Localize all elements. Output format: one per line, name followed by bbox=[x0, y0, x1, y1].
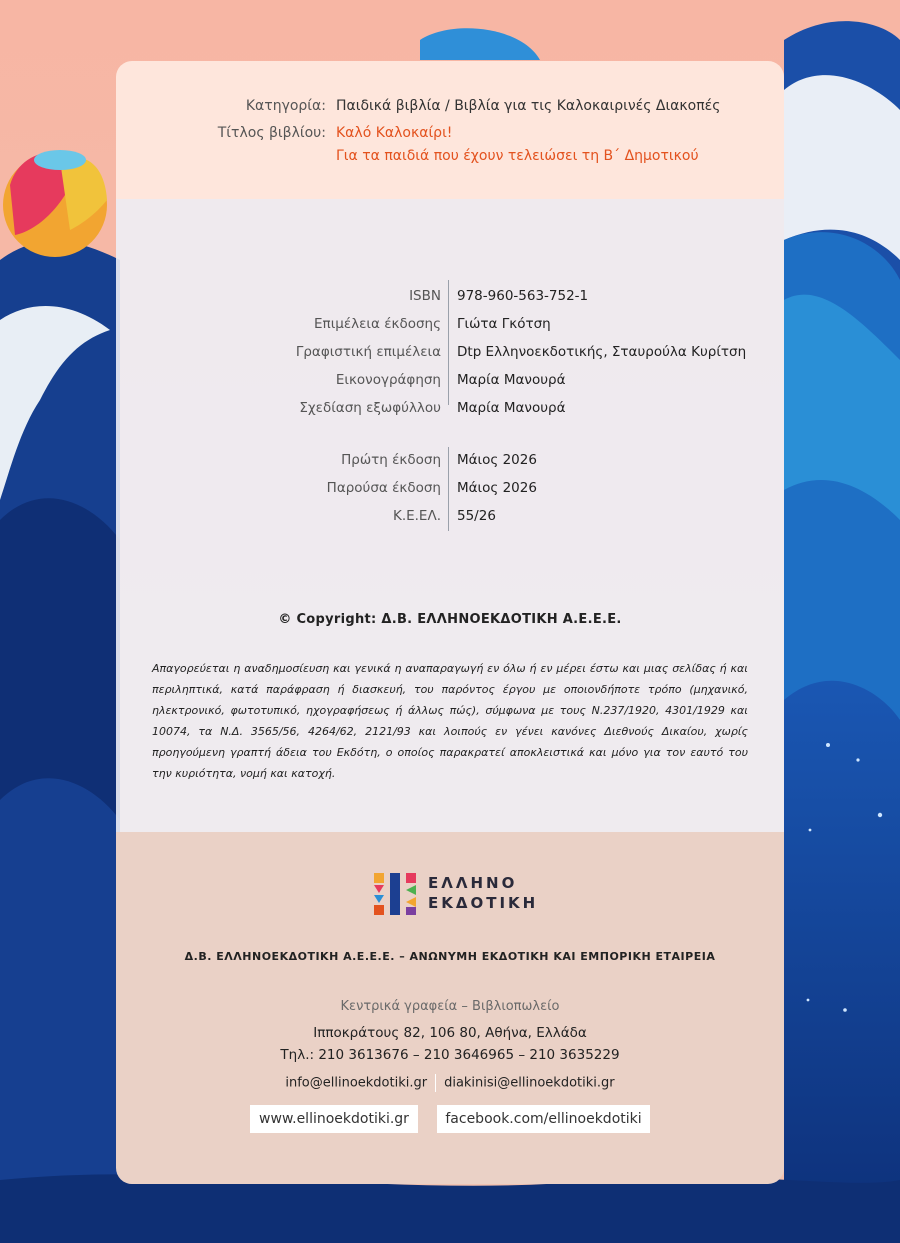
info-row-illustration bbox=[116, 372, 784, 392]
publisher-logo bbox=[374, 873, 539, 915]
info-label: Σχεδίαση εξωφύλλου bbox=[299, 400, 441, 416]
category-label: Κατηγορία: bbox=[245, 98, 326, 114]
publisher-logo-mark-icon bbox=[374, 873, 418, 915]
info-label: ISBN bbox=[409, 288, 441, 304]
colophon-card bbox=[116, 61, 784, 1184]
facebook-link[interactable]: facebook.com/ellinoekdotiki bbox=[437, 1105, 650, 1133]
info-row-cover-design bbox=[116, 400, 784, 420]
publisher-logo-text bbox=[428, 873, 538, 913]
title-line1: Καλό Καλοκαίρι! bbox=[336, 125, 453, 141]
info-value: Dtp Ελληνοεκδοτικής, Σταυρούλα Κυρίτση bbox=[457, 344, 747, 360]
website-link[interactable]: www.ellinoekdotiki.gr bbox=[250, 1105, 418, 1133]
info-label: Παρούσα έκδοση bbox=[326, 480, 441, 496]
info-row-graphic-design bbox=[116, 344, 784, 364]
info-value: Μαρία Μανουρά bbox=[457, 372, 566, 388]
info-value: Γιώτα Γκότση bbox=[457, 316, 551, 332]
title-line2: Για τα παιδιά που έχουν τελειώσει τη Β΄ Δημοτικού bbox=[336, 148, 699, 164]
emails bbox=[116, 1074, 784, 1092]
logo-line2: ΕΚΔΟΤΙΚΗ bbox=[428, 894, 539, 912]
headquarters-label: Κεντρικά γραφεία – Βιβλιοπωλείο bbox=[340, 999, 560, 1014]
info-label: Κ.Ε.ΕΛ. bbox=[392, 508, 441, 524]
info-row-editor bbox=[116, 316, 784, 336]
info-row-keel bbox=[116, 508, 784, 528]
info-value: 978-960-563-752-1 bbox=[457, 288, 589, 304]
info-label: Επιμέλεια έκδοσης bbox=[314, 316, 441, 332]
info-label: Πρώτη έκδοση bbox=[341, 452, 441, 468]
info-value: Μάιος 2026 bbox=[457, 452, 537, 468]
logo-line1: ΕΛΛΗΝΟ bbox=[428, 874, 518, 892]
info-value: Μάιος 2026 bbox=[457, 480, 537, 496]
category-value: Παιδικά βιβλία / Βιβλία για τις Καλοκαιρινές Διακοπές bbox=[336, 98, 721, 114]
info-value: 55/26 bbox=[457, 508, 496, 524]
info-label: Γραφιστική επιμέλεια bbox=[295, 344, 441, 360]
info-value: Μαρία Μανουρά bbox=[457, 400, 566, 416]
info-label: Εικονογράφηση bbox=[335, 372, 441, 388]
info-row-current-edition bbox=[116, 480, 784, 500]
email-separator bbox=[435, 1074, 436, 1092]
company-name: Δ.Β. ΕΛΛΗΝΟΕΚΔΟΤΙΚΗ Α.Ε.Ε.Ε. – ΑΝΩΝΥΜΗ ΕΚΔΟΤΙΚΗ ΚΑΙ ΕΜΠΟΡΙΚΗ ΕΤΑΙΡΕΙΑ bbox=[184, 950, 716, 963]
copyright-notice: © Copyright: Δ.Β. ΕΛΛΗΝΟΕΚΔΟΤΙΚΗ Α.Ε.Ε.Ε. bbox=[278, 612, 622, 627]
title-label: Τίτλος βιβλίου: bbox=[217, 125, 326, 141]
email-diakinisi-link[interactable]: diakinisi@ellinoekdotiki.gr bbox=[444, 1075, 615, 1091]
address: Ιπποκράτους 82, 106 80, Αθήνα, Ελλάδα bbox=[313, 1025, 587, 1041]
phone-numbers: Τηλ.: 210 3613676 – 210 3646965 – 210 3635229 bbox=[280, 1047, 620, 1063]
info-row-first-edition bbox=[116, 452, 784, 472]
info-row-isbn bbox=[116, 288, 784, 308]
legal-notice: Απαγορεύεται η αναδημοσίευση και γενικά η αναπαραγωγή εν όλω ή εν μέρει έστω και μιας σελίδας ή και περιληπτικά, κατά παράφραση ή διασκευή, του παρόντος έργου με οποιονδήποτε τρόπο (μηχανικό, ηλεκτρονικό, φωτοτυπικό, ηχογραφήσεως ή άλλως πώς), σύμφωνα με τους Ν.237/1920, 4301/1929 και 10074, τα Ν.Δ. 3565/56, 4264/62, 2121/93 και λοιπούς εν γένει κανόνες Διεθνούς Δικαίου, χωρίς προηγούμενη γραπτή άδεια του Εκδότη, ο οποίος παρακρατεί αποκλειστικά και μόνο για τον εαυτό του την κυριότητα, νομή και κατοχή. bbox=[152, 662, 748, 780]
email-info-link[interactable]: info@ellinoekdotiki.gr bbox=[285, 1075, 428, 1091]
